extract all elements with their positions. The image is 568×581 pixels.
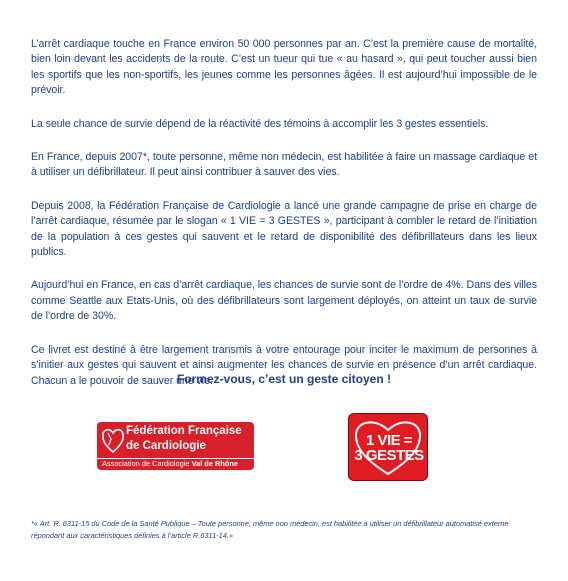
one-life-three-gestures-logo (348, 413, 428, 481)
ffc-logo-line1: Fédération Française (126, 425, 242, 437)
footnote: *« Art. R. 6311-15 du Code de la Santé Publique – Toute personne, même non médecin, est habilitée à utiliser un défibrillateur automatisé externe répondant aux caractéristiques définies à l’article R.6311-14.» (31, 519, 509, 540)
heart-icon (101, 425, 125, 455)
gestes-logo-line2: 3 GESTES (354, 447, 424, 464)
body-text (31, 37, 537, 407)
paragraph-cardiac-arrest-intro: L’arrêt cardiaque touche en France environ 50 000 personnes par an. C’est la première cause de mortalité, bien loin devant les accidents de la route. C’est un tueur qui tue « au hasard », qui peut toucher aussi bien les sportifs que les non-sportifs, les jeunes comme les personnes âgées. Il est aujourd’hui impossible de le prévoir. (31, 38, 537, 97)
ffc-logo-subtitle (102, 459, 238, 468)
ffc-logo-line2: de Cardiologie (126, 440, 206, 452)
ffc-logo (97, 422, 254, 470)
paragraph-survival-chance: La seule chance de survie dépend de la réactivité des témoins à accomplir les 3 gestes essentiels. (31, 117, 489, 130)
paragraph-law-2007: En France, depuis 2007*, toute personne, même non médecin, est habilitée à faire un massage cardiaque et à utiliser un défibrillateur. Il peut ainsi contribuer à sauver des vies. (31, 151, 537, 179)
slogan: Formez-vous, c’est un geste citoyen ! (176, 372, 392, 386)
ffc-logo-subtitle-prefix: Association de Cardiologie (102, 459, 192, 468)
gestes-logo-line1: 1 VIE = (365, 432, 413, 449)
ffc-logo-subtitle-region: Val de Rhône (191, 459, 238, 468)
paragraph-survival-rates: Aujourd’hui en France, en cas d’arrêt cardiaque, les chances de survie sont de l’ordre de 4%. Dans des villes comme Seattle aux Etats-Unis, où des défibrillateurs sont largement déployés, on atteint un taux de survie de l’ordre de 30%. (31, 279, 537, 323)
paragraph-ffc-campaign: Depuis 2008, la Fédération Française de Cardiologie a lancé une grande campagne de prise en charge de l’arrêt cardiaque, résumée par le slogan « 1 VIE = 3 GESTES », participant à combler le retard de l’initiation de la population à ces gestes qui sauvent et le retard de disponibilité des défibrillateurs dans les lieux publics. (31, 199, 537, 259)
paragraph-booklet-purpose: Ce livret est destiné à être largement transmis à votre entourage pour inciter le maximum de personnes à s’initier aux gestes qui sauvent et ainsi augmenter les chances de survie en présence d’un arrêt cardiaque. Chacun a le pouvoir de sauver une vie. (31, 343, 537, 387)
